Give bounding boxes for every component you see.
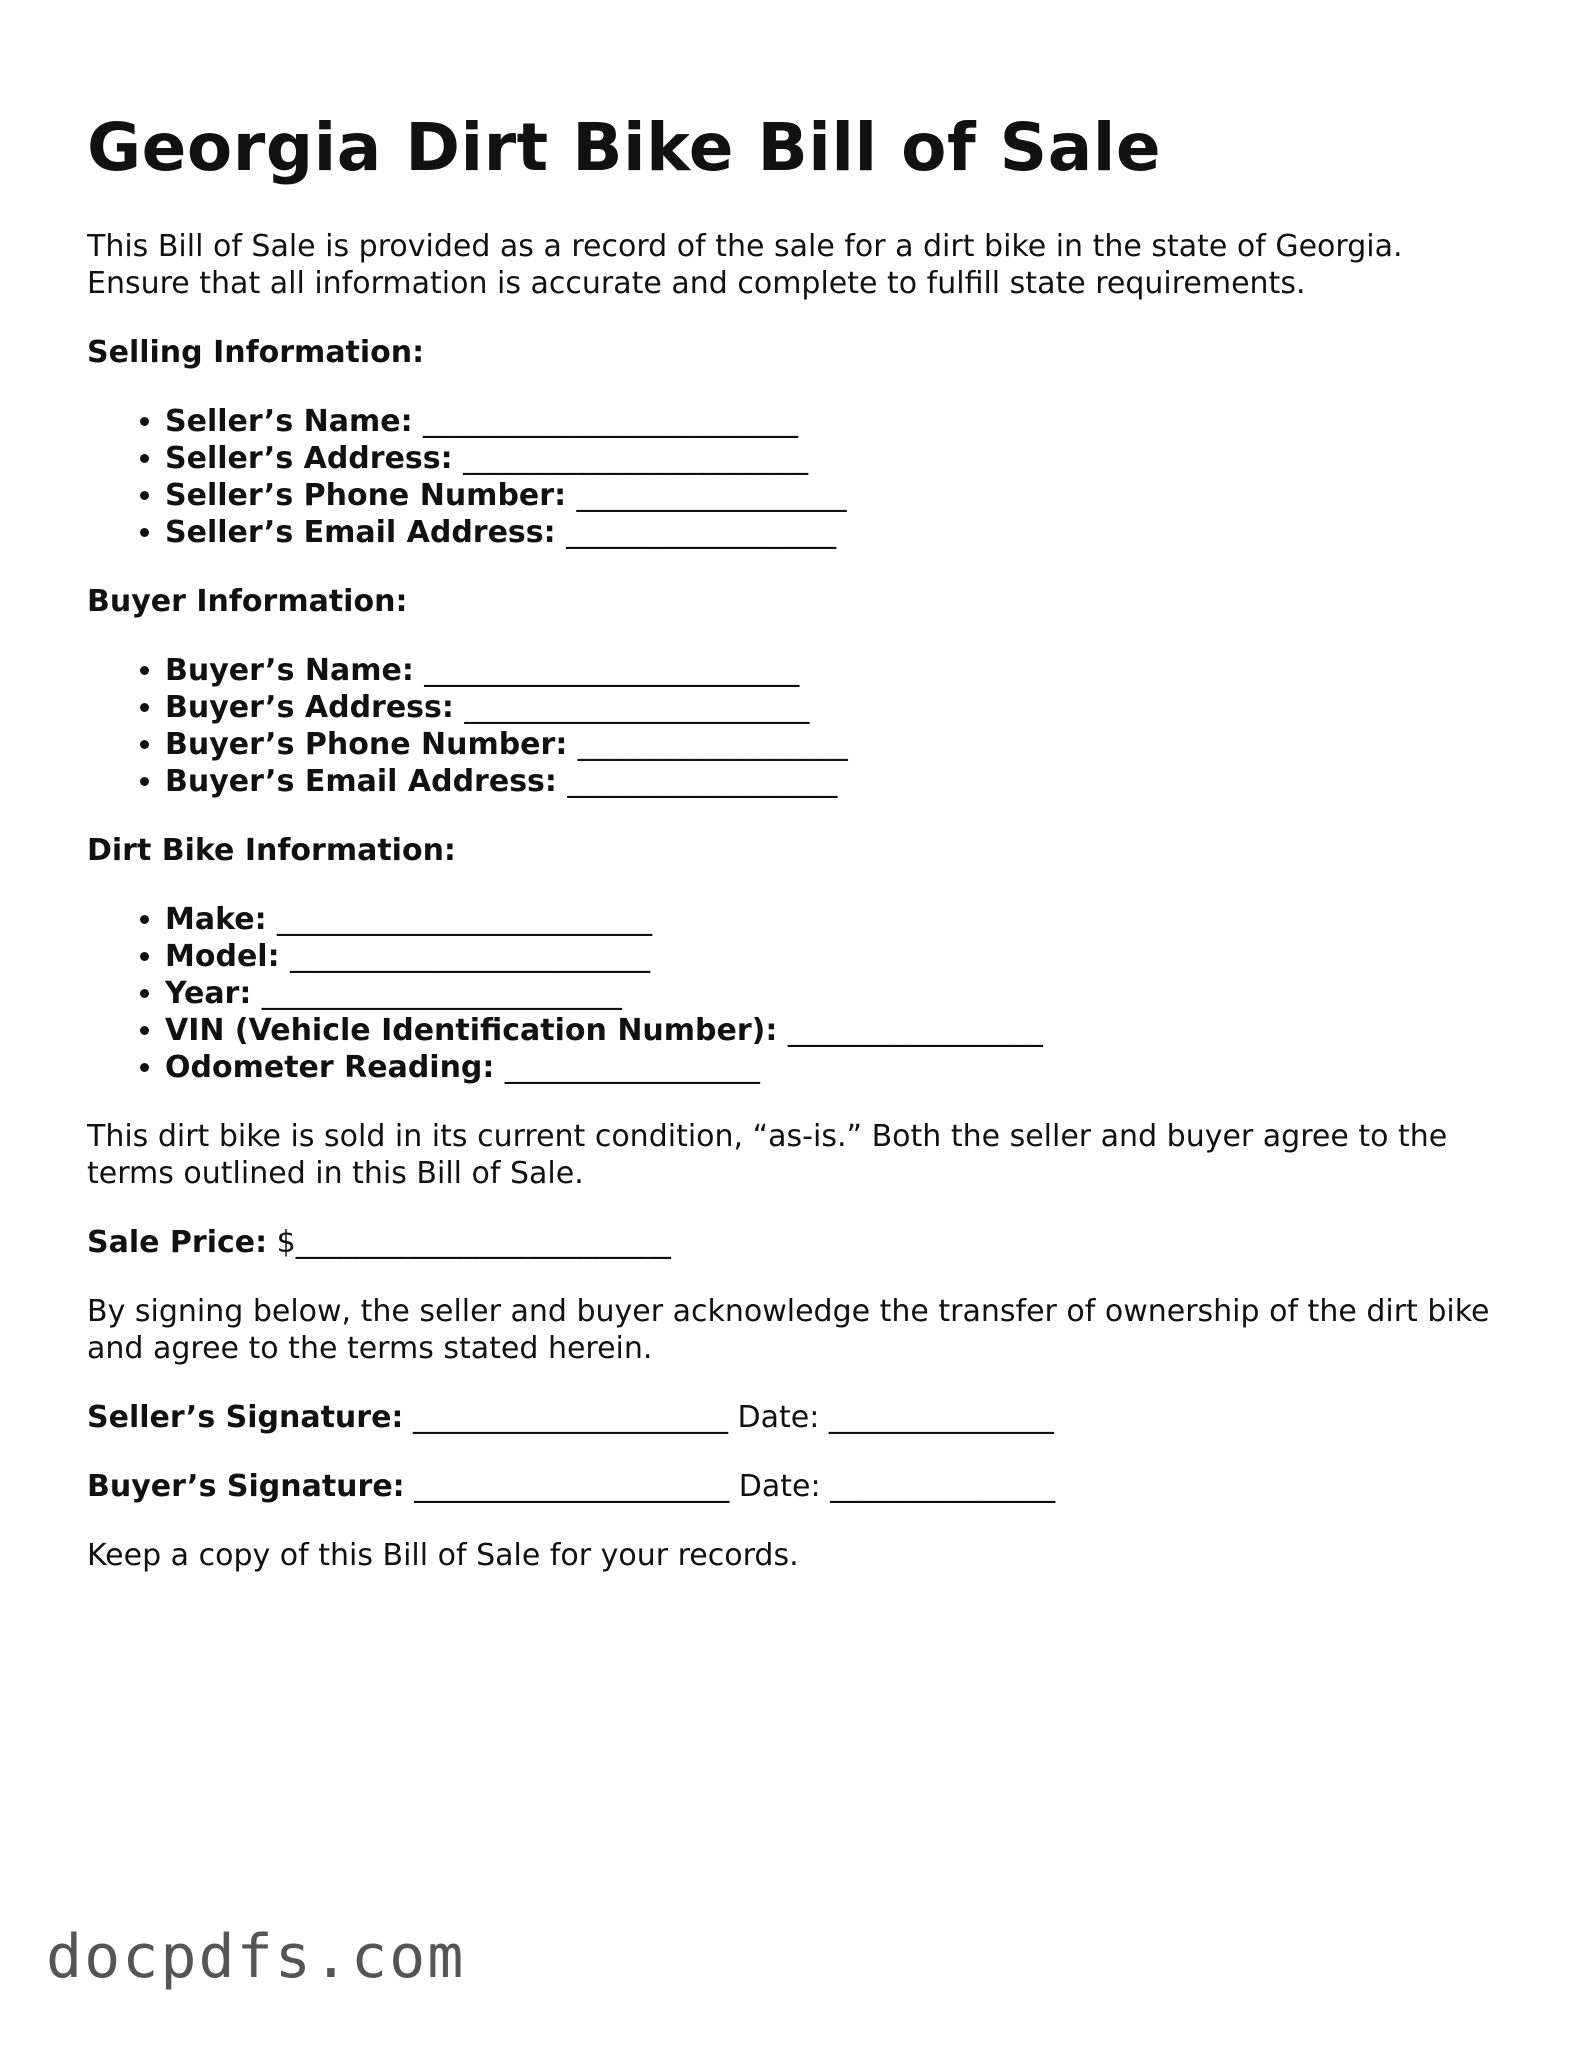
seller-signature-blank: _____________________ [412, 1400, 728, 1435]
blank-line: _________________________ [423, 404, 799, 439]
field-label: Seller’s Email Address: [165, 515, 556, 550]
blank-line: _________________________ [277, 902, 653, 937]
list-item [165, 403, 1507, 440]
list-item [165, 901, 1507, 938]
buyer-list [87, 652, 1507, 800]
seller-signature-line [87, 1399, 1507, 1436]
list-item [165, 477, 1507, 514]
blank-line: ________________________ [290, 939, 651, 974]
buyer-signature-blank: _____________________ [414, 1469, 730, 1504]
footer-note: Keep a copy of this Bill of Sale for your records. [87, 1538, 799, 1573]
selling-heading: Selling Information: [87, 335, 425, 370]
field-label: Seller’s Address: [165, 441, 453, 476]
buyer-signature-label: Buyer’s Signature: [87, 1469, 405, 1504]
seller-signature-label: Seller’s Signature: [87, 1400, 404, 1435]
list-item [165, 1049, 1507, 1086]
seller-date-blank: _______________ [828, 1400, 1054, 1435]
selling-list [87, 403, 1507, 551]
document-page [87, 100, 1507, 1574]
list-item [165, 689, 1507, 726]
blank-line: _______________________ [464, 690, 810, 725]
as-is-paragraph: This dirt bike is sold in its current condition, “as-is.” Both the seller and buyer agree to the terms outlined in this Bill of Sale. [87, 1119, 1448, 1191]
field-label: Year: [165, 976, 252, 1011]
field-label: Buyer’s Phone Number: [165, 727, 568, 762]
field-label: Seller’s Name: [165, 404, 413, 439]
field-label: Buyer’s Address: [165, 690, 454, 725]
intro-paragraph: This Bill of Sale is provided as a record of the sale for a dirt bike in the state of Georgia. Ensure that all information is accurate and complete to fulfill state requirements. [87, 229, 1403, 301]
field-label: Buyer’s Email Address: [165, 764, 557, 799]
blank-line: __________________ [567, 764, 838, 799]
field-label: Buyer’s Name: [165, 653, 414, 688]
list-item [165, 514, 1507, 551]
field-label: Seller’s Phone Number: [165, 478, 567, 513]
field-label: Make: [165, 902, 267, 937]
blank-line: _________________ [787, 1013, 1043, 1048]
sale-price-blank: $_________________________ [276, 1225, 671, 1260]
blank-line: __________________ [566, 515, 837, 550]
acknowledge-paragraph: By signing below, the seller and buyer acknowledge the transfer of ownership of the dirt bike and agree to the terms stated herein. [87, 1294, 1490, 1366]
blank-line: _________________ [504, 1050, 760, 1085]
buyer-signature-line [87, 1468, 1507, 1505]
bike-list [87, 901, 1507, 1086]
field-label: Model: [165, 939, 280, 974]
list-item [165, 652, 1507, 689]
bike-heading: Dirt Bike Information: [87, 833, 456, 868]
list-item [165, 726, 1507, 763]
list-item [165, 763, 1507, 800]
list-item [165, 1012, 1507, 1049]
list-item [165, 938, 1507, 975]
list-item [165, 440, 1507, 477]
document-title: Georgia Dirt Bike Bill of Sale [87, 109, 1162, 186]
blank-line: _________________________ [424, 653, 800, 688]
sale-price-label: Sale Price: [87, 1225, 268, 1260]
sale-price-line [87, 1224, 1507, 1261]
blank-line: __________________ [577, 727, 848, 762]
buyer-heading: Buyer Information: [87, 584, 408, 619]
blank-line: ________________________ [261, 976, 622, 1011]
field-label: VIN (Vehicle Identification Number): [165, 1013, 778, 1048]
buyer-date-blank: _______________ [830, 1469, 1056, 1504]
buyer-date-label: Date: [738, 1469, 821, 1504]
field-label: Odometer Reading: [165, 1050, 495, 1085]
blank-line: _______________________ [463, 441, 809, 476]
seller-date-label: Date: [737, 1400, 820, 1435]
blank-line: __________________ [576, 478, 847, 513]
list-item [165, 975, 1507, 1012]
watermark: docpdfs.com [46, 1922, 466, 1992]
